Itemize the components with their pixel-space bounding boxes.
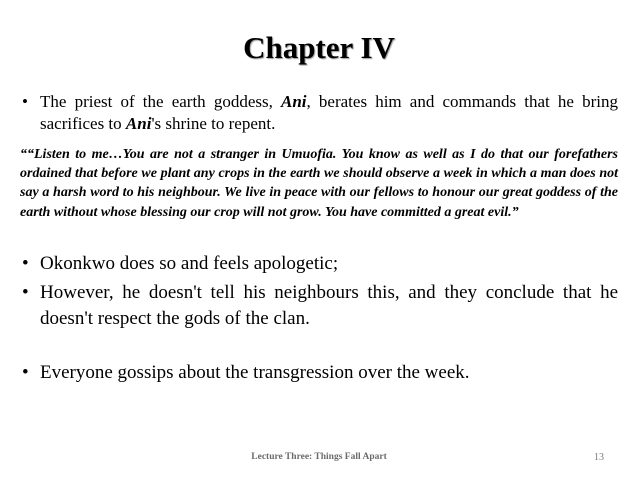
page-number: 13 [594, 452, 604, 463]
bullet-text: However, he doesn't tell his neighbours this, and they conclude that he doesn't respect the gods of the clan. [40, 282, 618, 329]
slide-title: Chapter IV [243, 30, 395, 65]
slide-footer: Lecture Three: Things Fall Apart [251, 452, 387, 462]
bullet-text: Okonkwo does so and feels apologetic; [40, 253, 339, 274]
bullet-okonkwo-apologetic [20, 251, 618, 277]
priest-quote: ““Listen to me…You are not a stranger in Umuofia. You know as well as I do that our forefathers ordained that before we plant any crops in the earth we should observe a week in which a man does not say a harsh word to his neighbour. We live in peace with our fellows to honour our great goddess of the earth without whose blessing our crop will not grow. You have committed a great evil.” [20, 147, 618, 220]
bullet-text-mid: , berates him and commands that he bring sacrifices to [40, 92, 618, 133]
bullet-marker: • [22, 282, 29, 303]
bullet-marker: • [22, 362, 29, 383]
bullet-neighbours-conclude [20, 280, 618, 332]
bullet-text-pre: The priest of the earth goddess, [40, 92, 281, 111]
bullet-marker: • [22, 92, 28, 111]
bullet-marker: • [22, 253, 29, 274]
bullet-text-post: 's shrine to repent. [151, 114, 276, 133]
goddess-name: Ani [281, 92, 307, 111]
goddess-name-possessive: Ani [125, 114, 152, 133]
bullet-text: Everyone gossips about the transgression over the week. [40, 362, 470, 383]
bullet-priest-commands [20, 91, 618, 135]
bullet-gossip [20, 360, 618, 386]
